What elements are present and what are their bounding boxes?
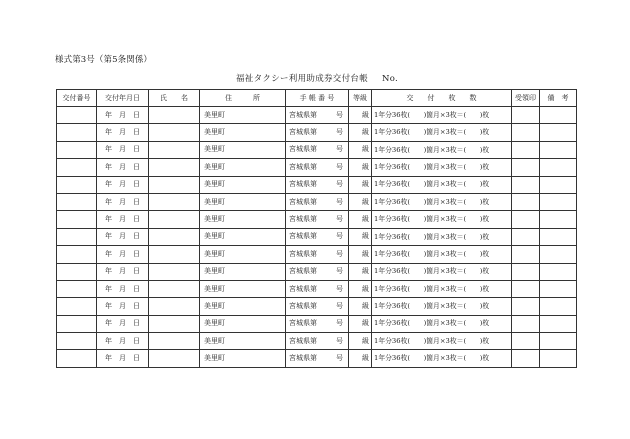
cell-handbook-number bbox=[286, 246, 349, 263]
cell-address: 美里町 bbox=[200, 124, 286, 141]
table-row bbox=[57, 228, 577, 245]
handbook-prefix: 宮城県第 bbox=[289, 301, 317, 310]
cell-handbook-number bbox=[286, 263, 349, 280]
document-title-text: 福祉タクシー利用助成券交付台帳 bbox=[236, 74, 369, 84]
cell-name bbox=[149, 228, 200, 245]
table-row bbox=[57, 141, 577, 158]
handbook-prefix: 宮城県第 bbox=[289, 336, 317, 345]
cell-grade: 級 bbox=[349, 350, 372, 367]
cell-remarks bbox=[540, 141, 577, 158]
cell-issue-count: 1年分36枚( )箇月×3枚＝( )枚 bbox=[372, 350, 512, 367]
cell-handbook-number bbox=[286, 298, 349, 315]
handbook-prefix: 宮城県第 bbox=[289, 267, 317, 276]
handbook-suffix: 号 bbox=[336, 267, 343, 276]
cell-name bbox=[149, 124, 200, 141]
cell-remarks bbox=[540, 159, 577, 176]
cell-name bbox=[149, 159, 200, 176]
col-header-issue-number: 交付番号 bbox=[57, 90, 97, 107]
cell-issue-count: 1年分36枚( )箇月×3枚＝( )枚 bbox=[372, 263, 512, 280]
cell-issue-count: 1年分36枚( )箇月×3枚＝( )枚 bbox=[372, 141, 512, 158]
table-row bbox=[57, 280, 577, 297]
cell-remarks bbox=[540, 350, 577, 367]
handbook-suffix: 号 bbox=[336, 284, 343, 293]
cell-remarks bbox=[540, 124, 577, 141]
cell-issue-date: 年 月 日 bbox=[97, 211, 149, 228]
cell-receipt-seal bbox=[512, 141, 540, 158]
cell-issue-count: 1年分36枚( )箇月×3枚＝( )枚 bbox=[372, 211, 512, 228]
cell-address: 美里町 bbox=[200, 228, 286, 245]
handbook-suffix: 号 bbox=[336, 215, 343, 224]
cell-handbook-number bbox=[286, 333, 349, 350]
handbook-suffix: 号 bbox=[336, 319, 343, 328]
handbook-suffix: 号 bbox=[336, 110, 343, 119]
cell-issue-date: 年 月 日 bbox=[97, 315, 149, 332]
cell-issue-number bbox=[57, 159, 97, 176]
cell-remarks bbox=[540, 263, 577, 280]
handbook-prefix: 宮城県第 bbox=[289, 162, 317, 171]
cell-issue-count: 1年分36枚( )箇月×3枚＝( )枚 bbox=[372, 193, 512, 210]
cell-receipt-seal bbox=[512, 124, 540, 141]
cell-issue-count: 1年分36枚( )箇月×3枚＝( )枚 bbox=[372, 280, 512, 297]
cell-issue-date: 年 月 日 bbox=[97, 298, 149, 315]
cell-grade: 級 bbox=[349, 333, 372, 350]
cell-handbook-number bbox=[286, 107, 349, 124]
cell-name bbox=[149, 280, 200, 297]
cell-grade: 級 bbox=[349, 124, 372, 141]
cell-grade: 級 bbox=[349, 141, 372, 158]
cell-handbook-number bbox=[286, 350, 349, 367]
cell-receipt-seal bbox=[512, 193, 540, 210]
handbook-suffix: 号 bbox=[336, 162, 343, 171]
cell-handbook-number bbox=[286, 211, 349, 228]
handbook-prefix: 宮城県第 bbox=[289, 110, 317, 119]
cell-address: 美里町 bbox=[200, 298, 286, 315]
cell-address: 美里町 bbox=[200, 107, 286, 124]
handbook-suffix: 号 bbox=[336, 301, 343, 310]
handbook-suffix: 号 bbox=[336, 249, 343, 258]
handbook-suffix: 号 bbox=[336, 128, 343, 137]
cell-grade: 級 bbox=[349, 176, 372, 193]
cell-receipt-seal bbox=[512, 211, 540, 228]
cell-address: 美里町 bbox=[200, 333, 286, 350]
cell-issue-number bbox=[57, 263, 97, 280]
cell-issue-number bbox=[57, 211, 97, 228]
cell-receipt-seal bbox=[512, 315, 540, 332]
cell-issue-date: 年 月 日 bbox=[97, 124, 149, 141]
cell-grade: 級 bbox=[349, 246, 372, 263]
cell-issue-count: 1年分36枚( )箇月×3枚＝( )枚 bbox=[372, 124, 512, 141]
cell-grade: 級 bbox=[349, 159, 372, 176]
cell-name bbox=[149, 211, 200, 228]
cell-handbook-number bbox=[286, 280, 349, 297]
cell-handbook-number bbox=[286, 228, 349, 245]
cell-grade: 級 bbox=[349, 228, 372, 245]
cell-issue-number bbox=[57, 228, 97, 245]
cell-remarks bbox=[540, 333, 577, 350]
cell-issue-number bbox=[57, 176, 97, 193]
cell-receipt-seal bbox=[512, 107, 540, 124]
cell-issue-date: 年 月 日 bbox=[97, 141, 149, 158]
table-row bbox=[57, 315, 577, 332]
cell-address: 美里町 bbox=[200, 246, 286, 263]
cell-issue-count: 1年分36枚( )箇月×3枚＝( )枚 bbox=[372, 298, 512, 315]
cell-issue-number bbox=[57, 246, 97, 263]
document-number-label: No. bbox=[382, 74, 399, 84]
cell-name bbox=[149, 350, 200, 367]
handbook-prefix: 宮城県第 bbox=[289, 249, 317, 258]
table-row bbox=[57, 124, 577, 141]
cell-address: 美里町 bbox=[200, 263, 286, 280]
cell-issue-count: 1年分36枚( )箇月×3枚＝( )枚 bbox=[372, 228, 512, 245]
form-number: 様式第3号（第5条関係） bbox=[55, 55, 153, 65]
handbook-prefix: 宮城県第 bbox=[289, 215, 317, 224]
handbook-prefix: 宮城県第 bbox=[289, 180, 317, 189]
cell-remarks bbox=[540, 193, 577, 210]
col-header-handbook-number: 手 帳 番 号 bbox=[286, 90, 349, 107]
handbook-suffix: 号 bbox=[336, 180, 343, 189]
cell-name bbox=[149, 315, 200, 332]
document-title bbox=[236, 72, 398, 84]
cell-grade: 級 bbox=[349, 315, 372, 332]
table-row bbox=[57, 211, 577, 228]
issue-register-table bbox=[56, 89, 577, 368]
cell-address: 美里町 bbox=[200, 350, 286, 367]
cell-grade: 級 bbox=[349, 193, 372, 210]
cell-issue-date: 年 月 日 bbox=[97, 280, 149, 297]
col-header-address: 住 所 bbox=[200, 90, 286, 107]
handbook-prefix: 宮城県第 bbox=[289, 319, 317, 328]
cell-issue-number bbox=[57, 193, 97, 210]
cell-issue-count: 1年分36枚( )箇月×3枚＝( )枚 bbox=[372, 246, 512, 263]
table-body bbox=[57, 107, 577, 368]
cell-name bbox=[149, 193, 200, 210]
cell-receipt-seal bbox=[512, 159, 540, 176]
cell-issue-number bbox=[57, 280, 97, 297]
handbook-prefix: 宮城県第 bbox=[289, 232, 317, 241]
col-header-remarks: 備 考 bbox=[540, 90, 577, 107]
table-row bbox=[57, 246, 577, 263]
handbook-suffix: 号 bbox=[336, 336, 343, 345]
cell-handbook-number bbox=[286, 315, 349, 332]
table-row bbox=[57, 333, 577, 350]
cell-name bbox=[149, 263, 200, 280]
cell-receipt-seal bbox=[512, 333, 540, 350]
handbook-suffix: 号 bbox=[336, 354, 343, 363]
col-header-issue-count: 交 付 枚 数 bbox=[372, 90, 512, 107]
cell-remarks bbox=[540, 315, 577, 332]
cell-issue-date: 年 月 日 bbox=[97, 246, 149, 263]
cell-issue-count: 1年分36枚( )箇月×3枚＝( )枚 bbox=[372, 333, 512, 350]
cell-name bbox=[149, 141, 200, 158]
cell-grade: 級 bbox=[349, 298, 372, 315]
col-header-receipt-seal: 受領印 bbox=[512, 90, 540, 107]
cell-issue-number bbox=[57, 333, 97, 350]
cell-address: 美里町 bbox=[200, 280, 286, 297]
cell-grade: 級 bbox=[349, 263, 372, 280]
table-header-row bbox=[57, 90, 577, 107]
cell-issue-date: 年 月 日 bbox=[97, 263, 149, 280]
table-row bbox=[57, 298, 577, 315]
cell-remarks bbox=[540, 211, 577, 228]
cell-handbook-number bbox=[286, 141, 349, 158]
cell-receipt-seal bbox=[512, 298, 540, 315]
cell-name bbox=[149, 333, 200, 350]
cell-handbook-number bbox=[286, 159, 349, 176]
handbook-prefix: 宮城県第 bbox=[289, 284, 317, 293]
cell-issue-number bbox=[57, 141, 97, 158]
cell-name bbox=[149, 246, 200, 263]
cell-receipt-seal bbox=[512, 350, 540, 367]
cell-address: 美里町 bbox=[200, 193, 286, 210]
cell-name bbox=[149, 107, 200, 124]
cell-address: 美里町 bbox=[200, 315, 286, 332]
cell-address: 美里町 bbox=[200, 176, 286, 193]
cell-receipt-seal bbox=[512, 228, 540, 245]
cell-name bbox=[149, 298, 200, 315]
cell-issue-count: 1年分36枚( )箇月×3枚＝( )枚 bbox=[372, 159, 512, 176]
cell-handbook-number bbox=[286, 124, 349, 141]
cell-issue-number bbox=[57, 350, 97, 367]
table-row bbox=[57, 107, 577, 124]
cell-issue-number bbox=[57, 124, 97, 141]
handbook-prefix: 宮城県第 bbox=[289, 128, 317, 137]
handbook-prefix: 宮城県第 bbox=[289, 354, 317, 363]
cell-receipt-seal bbox=[512, 176, 540, 193]
cell-issue-number bbox=[57, 298, 97, 315]
col-header-name: 氏 名 bbox=[149, 90, 200, 107]
cell-issue-date: 年 月 日 bbox=[97, 176, 149, 193]
handbook-prefix: 宮城県第 bbox=[289, 197, 317, 206]
cell-grade: 級 bbox=[349, 280, 372, 297]
cell-issue-date: 年 月 日 bbox=[97, 228, 149, 245]
cell-issue-count: 1年分36枚( )箇月×3枚＝( )枚 bbox=[372, 176, 512, 193]
handbook-suffix: 号 bbox=[336, 197, 343, 206]
cell-issue-date: 年 月 日 bbox=[97, 159, 149, 176]
cell-remarks bbox=[540, 298, 577, 315]
table-row bbox=[57, 159, 577, 176]
cell-remarks bbox=[540, 107, 577, 124]
table-row bbox=[57, 263, 577, 280]
col-header-grade: 等級 bbox=[349, 90, 372, 107]
cell-remarks bbox=[540, 176, 577, 193]
cell-address: 美里町 bbox=[200, 211, 286, 228]
cell-remarks bbox=[540, 280, 577, 297]
handbook-suffix: 号 bbox=[336, 145, 343, 154]
cell-grade: 級 bbox=[349, 107, 372, 124]
handbook-suffix: 号 bbox=[336, 232, 343, 241]
cell-remarks bbox=[540, 228, 577, 245]
cell-issue-date: 年 月 日 bbox=[97, 333, 149, 350]
cell-address: 美里町 bbox=[200, 141, 286, 158]
cell-receipt-seal bbox=[512, 263, 540, 280]
table-row bbox=[57, 193, 577, 210]
cell-name bbox=[149, 176, 200, 193]
cell-receipt-seal bbox=[512, 280, 540, 297]
col-header-issue-date: 交付年月日 bbox=[97, 90, 149, 107]
handbook-prefix: 宮城県第 bbox=[289, 145, 317, 154]
cell-issue-date: 年 月 日 bbox=[97, 107, 149, 124]
cell-address: 美里町 bbox=[200, 159, 286, 176]
table-row bbox=[57, 350, 577, 367]
cell-issue-date: 年 月 日 bbox=[97, 350, 149, 367]
cell-handbook-number bbox=[286, 176, 349, 193]
cell-receipt-seal bbox=[512, 246, 540, 263]
cell-issue-count: 1年分36枚( )箇月×3枚＝( )枚 bbox=[372, 107, 512, 124]
table-row bbox=[57, 176, 577, 193]
cell-remarks bbox=[540, 246, 577, 263]
cell-grade: 級 bbox=[349, 211, 372, 228]
cell-issue-number bbox=[57, 107, 97, 124]
cell-issue-count: 1年分36枚( )箇月×3枚＝( )枚 bbox=[372, 315, 512, 332]
cell-issue-number bbox=[57, 315, 97, 332]
cell-issue-date: 年 月 日 bbox=[97, 193, 149, 210]
cell-handbook-number bbox=[286, 193, 349, 210]
